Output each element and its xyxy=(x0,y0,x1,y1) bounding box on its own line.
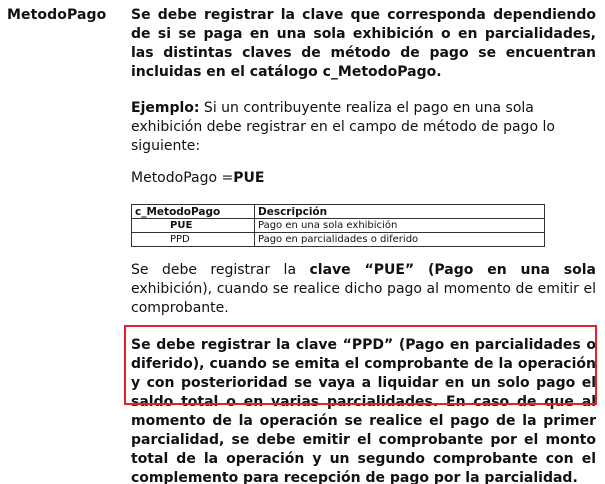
ppd-paragraph: Se debe registrar la clave “PPD” (Pago en parcialidades o diferido), cuando se emita el comprobante de la operación y con posterioridad se vaya a liquidar en un solo pago el saldo total o en varias parcialidades. En caso de que al momento de la operación se realice el pago de la primer parcialidad, se debe emitir el comprobante por el monto total de la operación y un segundo comprobante con el complemento para recepción de pago por la parcialidad. xyxy=(131,337,596,484)
example-lead: Ejemplo: xyxy=(131,100,200,116)
intro-paragraph: Se debe registrar la clave que corresponda dependiendo de si se paga en una sola exhibición o en parcialidades, las distintas claves de método de pago se encuentran incluidas en el catálogo c_MetodoPago. xyxy=(131,7,596,80)
table-header-row xyxy=(132,205,545,219)
example-paragraph xyxy=(131,99,596,156)
example-text: Si un contribuyente realiza el pago en una sola exhibición debe registrar en el campo de método de pago lo siguiente: xyxy=(131,100,555,154)
field-description xyxy=(131,6,596,484)
table-row xyxy=(132,219,545,233)
pue-paragraph-pre: Se debe registrar la xyxy=(131,262,310,278)
column-header-code: c_MetodoPago xyxy=(132,205,255,219)
table-cell-code: PUE xyxy=(132,219,255,233)
assignment-value: PUE xyxy=(233,170,265,186)
table-row xyxy=(132,233,545,247)
catalog-table xyxy=(131,204,545,247)
pue-paragraph-post: exhibición), cuando se realice dicho pago al momento de emitir el comprobante. xyxy=(131,281,596,316)
table-cell-description: Pago en una sola exhibición xyxy=(255,219,545,233)
assignment-line xyxy=(131,169,596,188)
assignment-field: MetodoPago = xyxy=(131,170,234,186)
table-cell-code: PPD xyxy=(132,233,255,247)
table-cell-description: Pago en parcialidades o diferido xyxy=(255,233,545,247)
pue-paragraph xyxy=(131,261,596,318)
column-header-description: Descripción xyxy=(255,205,545,219)
pue-paragraph-strong: clave “PUE” (Pago en una sola xyxy=(309,262,596,278)
field-label: MetodoPago xyxy=(7,7,107,23)
